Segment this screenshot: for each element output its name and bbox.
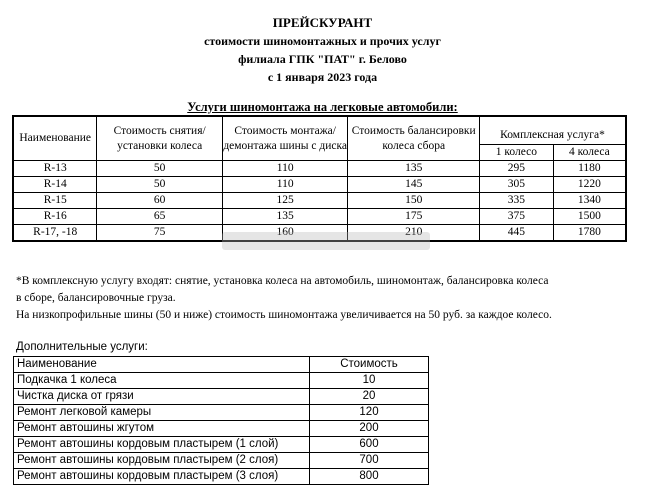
table-cell-k4: 1220 bbox=[553, 177, 626, 193]
header-tire-change-price: Стоимость монтажа/демонтажа шины с диска bbox=[222, 116, 348, 161]
table-cell-c3: 135 bbox=[348, 161, 480, 177]
extra-row bbox=[14, 405, 429, 421]
table-cell-k1: 295 bbox=[480, 161, 554, 177]
extra-service-price: 700 bbox=[310, 453, 429, 469]
watermark bbox=[222, 232, 430, 250]
table-cell-c3: 150 bbox=[348, 193, 480, 209]
table-cell-c2: 135 bbox=[222, 209, 348, 225]
notes bbox=[16, 273, 636, 324]
table-cell-name: R-15 bbox=[13, 193, 97, 209]
extra-service-price: 20 bbox=[310, 389, 429, 405]
header-complex-4-wheels: 4 колеса bbox=[553, 145, 626, 161]
extra-service-name: Чистка диска от грязи bbox=[14, 389, 310, 405]
header-complex-1-wheel: 1 колесо bbox=[480, 145, 554, 161]
extra-service-price: 10 bbox=[310, 373, 429, 389]
table-cell-c3: 210 bbox=[348, 225, 480, 242]
table-cell-c3: 145 bbox=[348, 177, 480, 193]
header-mount-price: Стоимость снятия/установки колеса bbox=[97, 116, 223, 161]
tire-service-price-table bbox=[12, 115, 627, 242]
note-complex-service: *В комплексную услугу входят: снятие, установка колеса на автомобиль, шиномонтаж, балансировка колеса bbox=[16, 275, 549, 287]
table-cell-name: R-13 bbox=[13, 161, 97, 177]
extra-row bbox=[14, 421, 429, 437]
extra-service-name: Ремонт автошины кордовым пластырем (2 слоя) bbox=[14, 453, 310, 469]
extra-service-price: 120 bbox=[310, 405, 429, 421]
section-title: Услуги шиномонтажа на легковые автомобили: bbox=[187, 100, 458, 114]
extra-row bbox=[14, 389, 429, 405]
table-cell-c1: 60 bbox=[97, 193, 223, 209]
extra-service-name: Подкачка 1 колеса bbox=[14, 373, 310, 389]
table-cell-c2: 110 bbox=[222, 177, 348, 193]
table-cell-c1: 50 bbox=[97, 177, 223, 193]
table-cell-c1: 65 bbox=[97, 209, 223, 225]
table-cell-name: R-14 bbox=[13, 177, 97, 193]
table-cell-k1: 445 bbox=[480, 225, 554, 242]
table-cell-k4: 1180 bbox=[553, 161, 626, 177]
table-cell-c1: 75 bbox=[97, 225, 223, 242]
table-cell-k1: 375 bbox=[480, 209, 554, 225]
header-date: с 1 января 2023 года bbox=[267, 70, 378, 84]
header-name: Наименование bbox=[13, 116, 97, 161]
table-cell-c2: 110 bbox=[222, 161, 348, 177]
document-title: ПРЕЙСКУРАНТ bbox=[272, 15, 373, 30]
table-cell-k4: 1340 bbox=[553, 193, 626, 209]
extra-service-price: 600 bbox=[310, 437, 429, 453]
extra-row bbox=[14, 469, 429, 485]
extra-service-price: 800 bbox=[310, 469, 429, 485]
extra-services-title: Дополнительные услуги: bbox=[16, 341, 148, 353]
table-cell-c3: 175 bbox=[348, 209, 480, 225]
extra-row bbox=[14, 373, 429, 389]
table-cell-name: R-16 bbox=[13, 209, 97, 225]
extra-service-name: Ремонт автошины кордовым пластырем (1 слой) bbox=[14, 437, 310, 453]
header-subtitle-1: стоимости шиномонтажных и прочих услуг bbox=[204, 34, 441, 48]
table-cell-c1: 50 bbox=[97, 161, 223, 177]
extra-services-table bbox=[13, 356, 429, 485]
table-cell-k4: 1780 bbox=[553, 225, 626, 242]
table-row bbox=[13, 193, 626, 209]
table-cell-c2: 160 bbox=[222, 225, 348, 242]
table-row bbox=[13, 209, 626, 225]
extra-service-name: Ремонт автошины жгутом bbox=[14, 421, 310, 437]
header-subtitle-2: филиала ГПК "ПАТ" г. Белово bbox=[238, 52, 407, 66]
table-row bbox=[13, 161, 626, 177]
table-row bbox=[13, 177, 626, 193]
extra-row bbox=[14, 437, 429, 453]
header-complex-service: Комплексная услуга* bbox=[480, 116, 627, 145]
extra-header-name: Наименование bbox=[14, 357, 310, 373]
header-balancing-price: Стоимость балансировки колеса сбора bbox=[348, 116, 480, 161]
table-cell-name: R-17, -18 bbox=[13, 225, 97, 242]
extra-row bbox=[14, 453, 429, 469]
extra-header-price: Стоимость bbox=[310, 357, 429, 373]
table-cell-k1: 335 bbox=[480, 193, 554, 209]
table-cell-c2: 125 bbox=[222, 193, 348, 209]
document-header bbox=[0, 14, 645, 86]
note-low-profile: На низкопрофильные шины (50 и ниже) стоимость шиномонтажа увеличивается на 50 руб. за каждое колесо. bbox=[16, 309, 552, 321]
note-complex-service-cont: в сборе, балансировочные груза. bbox=[16, 292, 176, 304]
table-cell-k4: 1500 bbox=[553, 209, 626, 225]
extra-service-name: Ремонт автошины кордовым пластырем (3 слоя) bbox=[14, 469, 310, 485]
extra-service-name: Ремонт легковой камеры bbox=[14, 405, 310, 421]
extra-service-price: 200 bbox=[310, 421, 429, 437]
table-cell-k1: 305 bbox=[480, 177, 554, 193]
